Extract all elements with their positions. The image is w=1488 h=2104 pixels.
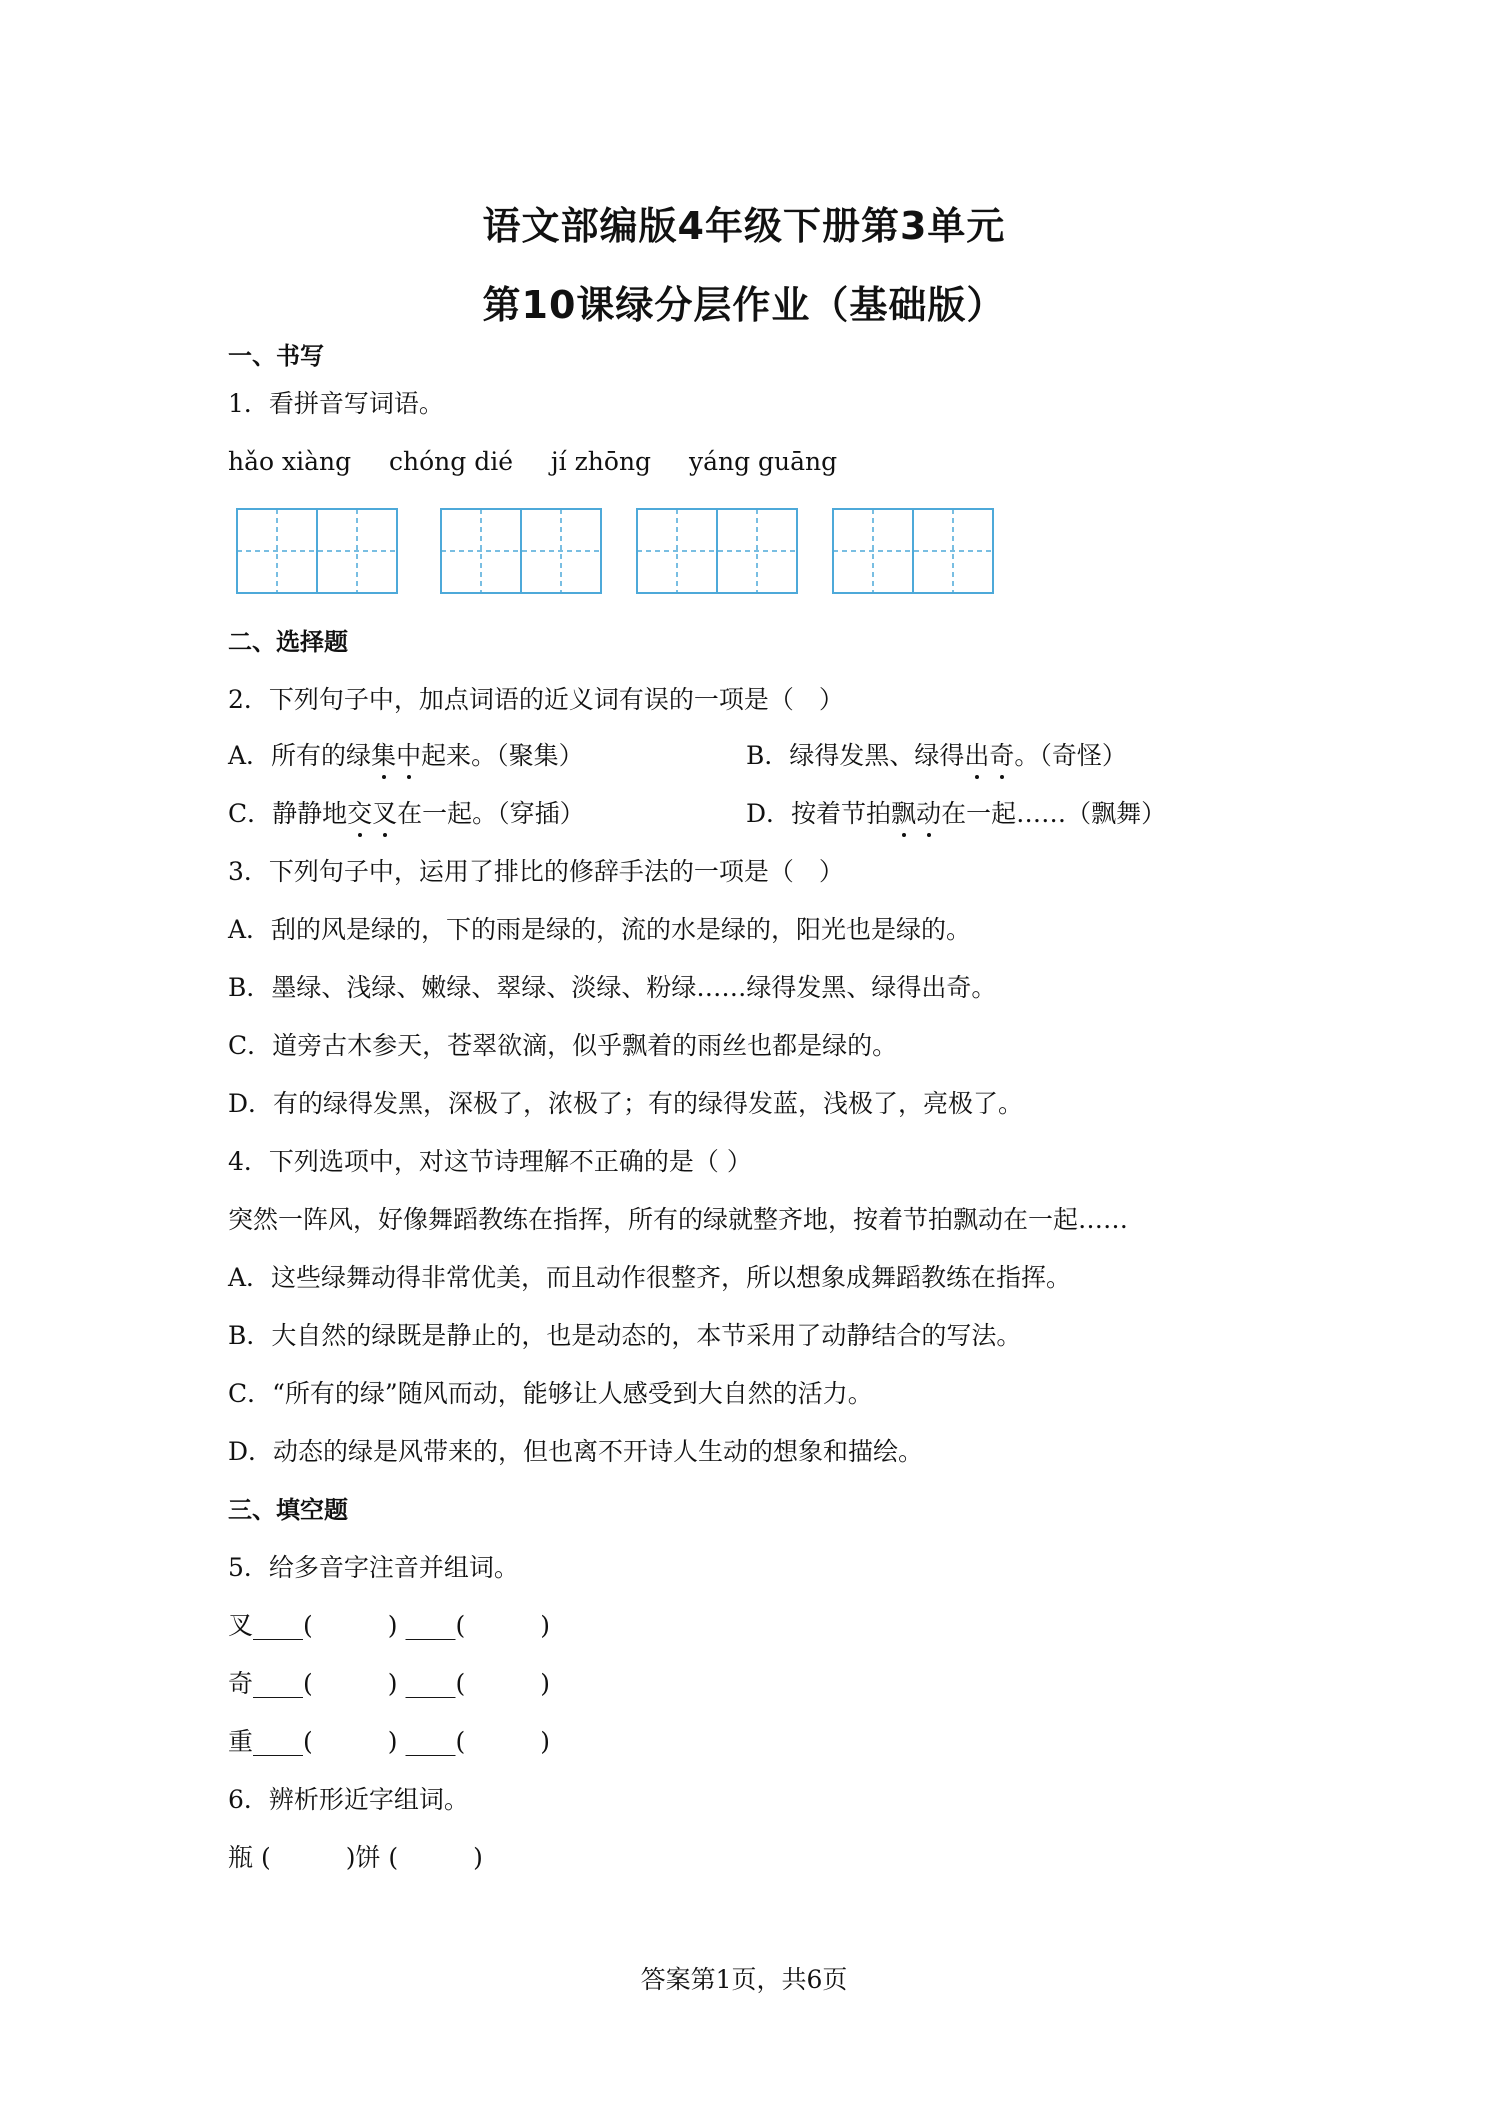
q2-option-c-text: 在一起。（穿插） [397, 799, 585, 828]
dotted-char: 出 [964, 741, 990, 770]
q2-option-b-text: B．绿得发黑、绿得 [746, 741, 965, 770]
q2-option-c-text: C．静静地 [228, 799, 348, 828]
writing-grid-3[interactable] [636, 508, 798, 594]
dotted-char: 集 [371, 741, 397, 770]
question-1-stem: 1．看拼音写词语。 [228, 389, 444, 418]
pinyin-2: chóng dié [389, 447, 514, 476]
dotted-char: 交 [347, 799, 373, 828]
q2-option-b[interactable] [746, 740, 1127, 772]
writing-grid-4[interactable] [832, 508, 994, 594]
q2-option-d[interactable] [746, 798, 1166, 830]
page-title-line1: 语文部编版4年级下册第3单元 [482, 204, 1006, 248]
q5-row-cha[interactable]: 叉____( ) ____( ) [228, 1611, 550, 1640]
dotted-char: 奇 [989, 741, 1015, 770]
q3-option-d[interactable]: D．有的绿得发黑，深极了，浓极了；有的绿得发蓝，浅极了，亮极了。 [228, 1089, 1024, 1118]
q5-row-qi[interactable]: 奇____( ) ____( ) [228, 1669, 550, 1698]
q4-option-d[interactable]: D．动态的绿是风带来的，但也离不开诗人生动的想象和描绘。 [228, 1437, 924, 1466]
pinyin-3: jí zhōng [550, 447, 652, 476]
q2-option-d-text: D．按着节拍 [746, 799, 892, 828]
q3-option-c[interactable]: C．道旁古木参天，苍翠欲滴，似乎飘着的雨丝也都是绿的。 [228, 1031, 898, 1060]
question-2-stem: 2．下列句子中，加点词语的近义词有误的一项是（ ） [228, 685, 844, 714]
q4-poem-excerpt: 突然一阵风，好像舞蹈教练在指挥，所有的绿就整齐地，按着节拍飘动在一起…… [228, 1205, 1129, 1234]
section-heading-writing: 一、书写 [228, 342, 324, 370]
q2-option-a-text: 起来。（聚集） [421, 741, 584, 770]
pinyin-4: yáng guāng [688, 447, 838, 476]
dotted-char: 叉 [372, 799, 398, 828]
q2-option-a[interactable] [228, 740, 584, 772]
q2-option-b-text: 。（奇怪） [1014, 741, 1127, 770]
dotted-char: 动 [916, 799, 942, 828]
dotted-char: 中 [396, 741, 422, 770]
q4-option-a[interactable]: A．这些绿舞动得非常优美，而且动作很整齐，所以想象成舞蹈教练在指挥。 [228, 1263, 1072, 1292]
q2-option-c[interactable] [228, 798, 585, 830]
dotted-char: 飘 [891, 799, 917, 828]
q4-option-b[interactable]: B．大自然的绿既是静止的，也是动态的，本节采用了动静结合的写法。 [228, 1321, 1022, 1350]
q4-option-c[interactable]: C．“所有的绿”随风而动，能够让人感受到大自然的活力。 [228, 1379, 873, 1408]
q2-option-a-text: A．所有的绿 [228, 741, 372, 770]
question-4-stem: 4．下列选项中，对这节诗理解不正确的是（ ） [228, 1147, 752, 1176]
pinyin-row [228, 446, 837, 478]
q3-option-a[interactable]: A．刮的风是绿的，下的雨是绿的，流的水是绿的，阳光也是绿的。 [228, 915, 972, 944]
section-heading-fill: 三、填空题 [228, 1496, 348, 1524]
writing-grid-1[interactable] [236, 508, 398, 594]
writing-grid-2[interactable] [440, 508, 602, 594]
q6-row[interactable]: 瓶 ( )饼 ( ) [228, 1843, 483, 1872]
question-5-stem: 5．给多音字注音并组词。 [228, 1553, 519, 1582]
page-title-line2: 第10课绿分层作业（基础版） [482, 283, 1006, 327]
q2-option-d-text: 在一起……（飘舞） [941, 799, 1167, 828]
q5-row-zhong[interactable]: 重____( ) ____( ) [228, 1727, 550, 1756]
section-heading-choice: 二、选择题 [228, 628, 348, 656]
q3-option-b[interactable]: B．墨绿、浅绿、嫩绿、翠绿、淡绿、粉绿……绿得发黑、绿得出奇。 [228, 973, 997, 1002]
question-6-stem: 6．辨析形近字组词。 [228, 1785, 469, 1814]
pinyin-1: hǎo xiàng [228, 447, 352, 476]
question-3-stem: 3．下列句子中，运用了排比的修辞手法的一项是（ ） [228, 857, 844, 886]
page-footer: 答案第1页，共6页 [640, 1965, 848, 1994]
